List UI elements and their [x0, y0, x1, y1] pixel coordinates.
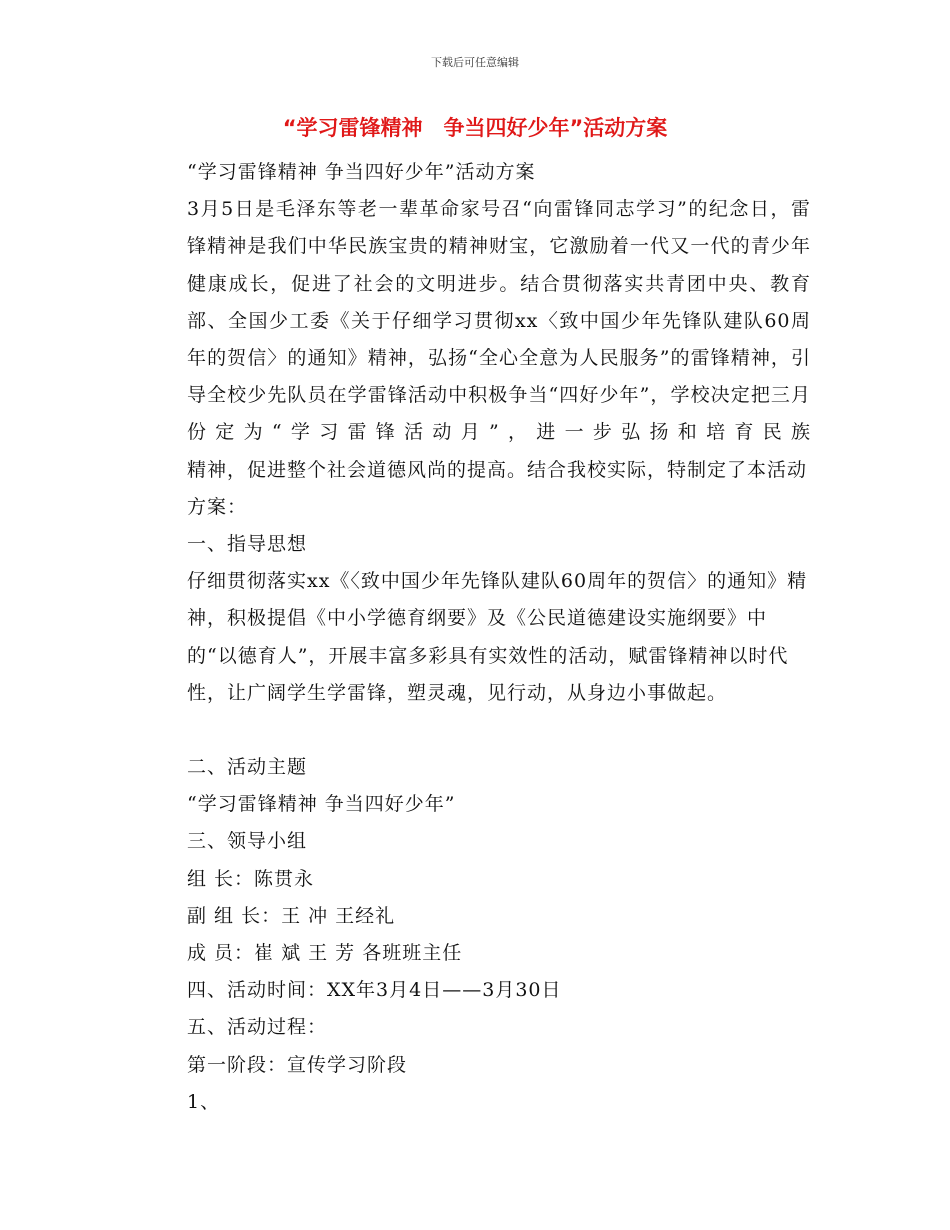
header-note: 下载后可任意编辑 [431, 56, 519, 69]
section-heading-guiding-thought: 一、指导思想 [187, 533, 308, 556]
section-heading-leadership: 三、领导小组 [187, 830, 308, 853]
deputy-leader-line: 副 组 长：王 冲 王经礼 [187, 904, 396, 927]
members-line: 成 员：崔 斌 王 芳 各班班主任 [187, 942, 463, 965]
section-heading-time: 四、活动时间：XX年3月4日——3月30日 [187, 979, 562, 1002]
leader-line: 组 长：陈贯永 [187, 867, 315, 890]
paragraph-intro-continued: 精神，促进整个社会道德风尚的提高。结合我校实际，特制定了本活动方案： [187, 458, 808, 518]
section-heading-theme: 二、活动主题 [187, 756, 308, 779]
paragraph-guiding-thought: 仔细贯彻落实xx《〈致中国少年先锋队建队60周年的贺信〉的通知》精神，积极提倡《中小学德育纲要》及《公民道德建设实施纲要》中的“以德育人”，开展丰富多彩具有实效性的活动，赋雷锋精神以时代性，让广阔学生学雷锋，塑灵魂，见行动，从身边小事做起。 [187, 570, 808, 704]
list-item-1: 1、 [187, 1090, 221, 1113]
blank-line [141, 712, 811, 749]
page-title: “学习雷锋精神 争当四好少年”活动方案 [282, 116, 668, 140]
stage-one-heading: 第一阶段：宣传学习阶段 [187, 1053, 408, 1076]
paragraph-intro: 3月5日是毛泽东等老一辈革命家号召“向雷锋同志学习”的纪念日，雷锋精神是我们中华民族宝贵的精神财宝，它激励着一代又一代的青少年健康成长，促进了社会的文明进步。结合贯彻落实共青团中央、教育部、全国少工委《关于仔细学习贯彻xx〈致中国少年先锋队建队60周年的贺信〉的通知》精神，弘扬“全心全意为人民服务”的雷锋精神，引导全校少先队员在学雷锋活动中积极争当“四好少年”，学校决定把三月份定为“学习雷锋活动月”，进一步弘扬和培育民族 [187, 198, 811, 444]
paragraph-subtitle: “学习雷锋精神 争当四好少年”活动方案 [187, 161, 536, 183]
document-body [141, 154, 811, 1121]
paragraph-theme: “学习雷锋精神 争当四好少年” [187, 793, 456, 816]
section-heading-process: 五、活动过程： [187, 1016, 328, 1039]
